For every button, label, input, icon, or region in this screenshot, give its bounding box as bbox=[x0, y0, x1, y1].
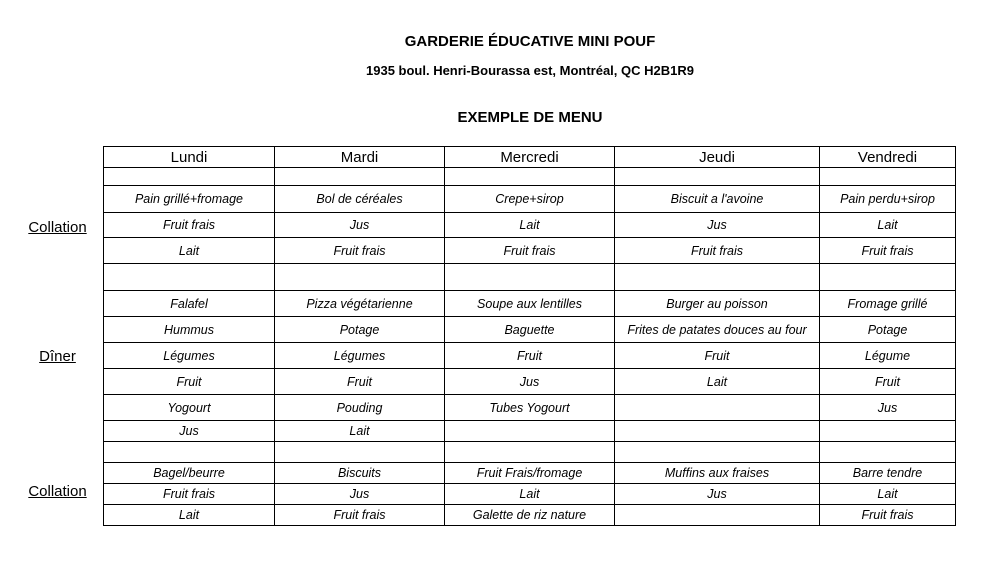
menu-cell: Fruit frais bbox=[275, 238, 445, 264]
menu-cell: Jus bbox=[104, 421, 275, 442]
menu-cell bbox=[445, 168, 615, 186]
menu-cell bbox=[615, 264, 820, 291]
menu-cell: Yogourt bbox=[104, 395, 275, 421]
menu-cell: Fruit Frais/fromage bbox=[445, 463, 615, 484]
section-label-afternoon-snack: Collation bbox=[28, 483, 87, 500]
menu-cell bbox=[445, 264, 615, 291]
menu-cell: Lait bbox=[615, 369, 820, 395]
daycare-name: GARDERIE ÉDUCATIVE MINI POUF bbox=[404, 33, 656, 50]
menu-cell: Fruit bbox=[615, 343, 820, 369]
menu-cell: Lait bbox=[820, 213, 956, 238]
menu-row bbox=[104, 421, 956, 442]
menu-row bbox=[104, 484, 956, 505]
menu-cell: Fruit frais bbox=[820, 238, 956, 264]
menu-row bbox=[104, 463, 956, 484]
menu-row bbox=[104, 238, 956, 264]
menu-cell: Potage bbox=[820, 317, 956, 343]
menu-body bbox=[104, 168, 956, 526]
menu-cell bbox=[104, 442, 275, 463]
menu-cell: Biscuits bbox=[275, 463, 445, 484]
menu-cell bbox=[445, 442, 615, 463]
menu-cell bbox=[820, 421, 956, 442]
menu-cell: Légumes bbox=[104, 343, 275, 369]
day-header: Mardi bbox=[275, 147, 445, 168]
section-label-lunch: Dîner bbox=[39, 348, 76, 365]
menu-cell: Fruit bbox=[275, 369, 445, 395]
menu-cell: Lait bbox=[445, 484, 615, 505]
menu-cell bbox=[615, 395, 820, 421]
menu-cell: Fromage grillé bbox=[820, 291, 956, 317]
menu-cell: Pizza végétarienne bbox=[275, 291, 445, 317]
menu-cell: Hummus bbox=[104, 317, 275, 343]
menu-cell: Jus bbox=[275, 213, 445, 238]
menu-cell: Muffins aux fraises bbox=[615, 463, 820, 484]
day-header: Mercredi bbox=[445, 147, 615, 168]
menu-row bbox=[104, 168, 956, 186]
menu-cell bbox=[820, 264, 956, 291]
section-label-morning-snack: Collation bbox=[28, 219, 87, 236]
menu-cell: Baguette bbox=[445, 317, 615, 343]
menu-cell: Lait bbox=[275, 421, 445, 442]
menu-cell: Fruit frais bbox=[104, 484, 275, 505]
menu-cell: Fruit frais bbox=[104, 213, 275, 238]
menu-table bbox=[103, 146, 956, 526]
menu-cell: Falafel bbox=[104, 291, 275, 317]
menu-cell bbox=[615, 442, 820, 463]
menu-cell: Bagel/beurre bbox=[104, 463, 275, 484]
menu-cell bbox=[275, 442, 445, 463]
menu-cell: Biscuit a l'avoine bbox=[615, 186, 820, 213]
menu-row bbox=[104, 395, 956, 421]
menu-cell bbox=[820, 168, 956, 186]
day-header: Vendredi bbox=[820, 147, 956, 168]
menu-cell: Potage bbox=[275, 317, 445, 343]
menu-cell: Jus bbox=[820, 395, 956, 421]
menu-row bbox=[104, 186, 956, 213]
menu-cell: Jus bbox=[275, 484, 445, 505]
menu-cell bbox=[615, 505, 820, 526]
menu-cell: Bol de céréales bbox=[275, 186, 445, 213]
menu-cell bbox=[275, 264, 445, 291]
menu-row bbox=[104, 343, 956, 369]
menu-row bbox=[104, 442, 956, 463]
menu-cell: Fruit bbox=[445, 343, 615, 369]
day-header: Jeudi bbox=[615, 147, 820, 168]
menu-cell bbox=[615, 421, 820, 442]
menu-cell: Tubes Yogourt bbox=[445, 395, 615, 421]
menu-cell: Pouding bbox=[275, 395, 445, 421]
menu-cell: Pain grillé+fromage bbox=[104, 186, 275, 213]
menu-cell: Burger au poisson bbox=[615, 291, 820, 317]
menu-row bbox=[104, 505, 956, 526]
menu-row bbox=[104, 291, 956, 317]
menu-cell: Fruit bbox=[820, 369, 956, 395]
menu-cell bbox=[104, 168, 275, 186]
menu-row bbox=[104, 369, 956, 395]
menu-cell bbox=[104, 264, 275, 291]
menu-cell: Crepe+sirop bbox=[445, 186, 615, 213]
menu-cell: Jus bbox=[615, 484, 820, 505]
menu-cell: Jus bbox=[615, 213, 820, 238]
menu-cell: Légumes bbox=[275, 343, 445, 369]
daycare-address: 1935 boul. Henri-Bourassa est, Montréal, QC H2B1R9 bbox=[366, 63, 694, 78]
menu-cell: Lait bbox=[104, 505, 275, 526]
day-header-row bbox=[104, 147, 956, 168]
menu-cell: Jus bbox=[445, 369, 615, 395]
menu-cell: Fruit bbox=[104, 369, 275, 395]
menu-cell: Soupe aux lentilles bbox=[445, 291, 615, 317]
menu-row bbox=[104, 213, 956, 238]
menu-cell: Pain perdu+sirop bbox=[820, 186, 956, 213]
menu-cell bbox=[820, 442, 956, 463]
day-header: Lundi bbox=[104, 147, 275, 168]
menu-cell: Fruit frais bbox=[615, 238, 820, 264]
menu-row bbox=[104, 317, 956, 343]
menu-cell: Fruit frais bbox=[820, 505, 956, 526]
menu-cell bbox=[615, 168, 820, 186]
menu-row bbox=[104, 264, 956, 291]
menu-cell: Lait bbox=[820, 484, 956, 505]
menu-cell: Fruit frais bbox=[275, 505, 445, 526]
menu-cell: Fruit frais bbox=[445, 238, 615, 264]
menu-cell: Lait bbox=[445, 213, 615, 238]
menu-title: EXEMPLE DE MENU bbox=[457, 109, 603, 126]
menu-cell: Barre tendre bbox=[820, 463, 956, 484]
menu-cell bbox=[275, 168, 445, 186]
menu-cell: Galette de riz nature bbox=[445, 505, 615, 526]
menu-cell: Lait bbox=[104, 238, 275, 264]
menu-cell: Légume bbox=[820, 343, 956, 369]
menu-cell bbox=[445, 421, 615, 442]
menu-cell: Frites de patates douces au four bbox=[615, 317, 820, 343]
